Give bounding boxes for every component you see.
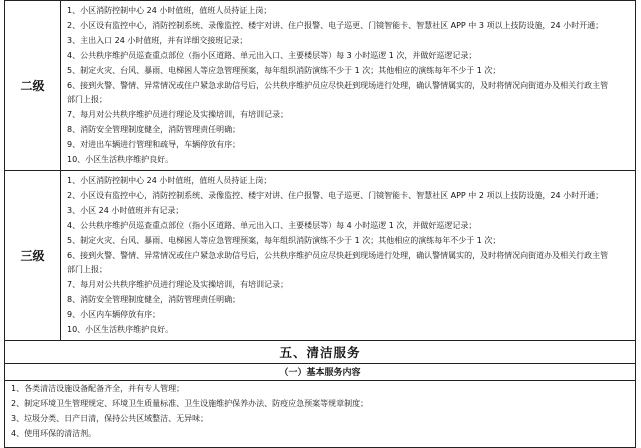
list-item: 4、公共秩序维护员巡查重点部位（指小区道路、单元出入口、主要楼层等）每 4 小时巡逻 1 次，并做好巡逻记录； [67,220,477,230]
list-item: 7、每月对公共秩序维护员进行理论及实操培训，有培训记录； [67,110,289,120]
list-item: 3、小区 24 小时值班并有记录； [67,205,184,215]
list-item: 4、公共秩序维护员巡查重点部位（指小区道路、单元出入口、主要楼层等）每 3 小时巡逻 1 次，并做好巡逻记录； [67,50,477,60]
list-item: 4、使用环保的清洁剂。 [11,428,97,438]
level-label: 三级 [5,170,61,340]
level3-row [5,170,636,340]
list-item: 3、主出入口 24 小时值班，并有详细交接班记录； [67,35,248,45]
list-item: 5、制定火灾、台风、暴雨、电梯困人等应急管理预案，每年组织消防演练不少于 1 次；其他相应的演练每年不少于 1 次； [67,65,501,75]
list-item: 10、小区生活秩序维护良好。 [67,155,174,165]
list-item: 9、对进出车辆进行管理和疏导，车辆停放有序； [67,140,241,150]
section-title: 五、清洁服务 [5,340,636,363]
section-title-row [5,340,636,363]
level-label: 二级 [5,1,61,171]
list-item: 9、小区内车辆停放有序； [67,310,161,320]
list-item: 2、小区设有监控中心，消防控制系统、录像监控、楼宇对讲、住户报警、电子巡更、门镜智能卡、智慧社区 APP 中 2 项以上技防设施，24 小时开通； [67,190,604,200]
list-item: 3、垃圾分类、日产日清，保持公共区域整洁、无异味； [11,413,209,423]
list-item: 1、小区消防控制中心 24 小时值班，值班人员持证上岗； [67,6,272,15]
level3-content [61,170,636,340]
list-item: 10、小区生活秩序维护良好。 [67,325,174,335]
subsection-title-row [5,363,636,380]
list-item: 5、制定火灾、台风、暴雨、电梯困人等应急管理预案，每年组织消防演练不少于 1 次；其他相应的演练每年不少于 1 次； [67,235,501,245]
list-item: 8、消防安全管理制度健全，消防管理责任明确； [67,125,241,135]
list-item: 6、接到火警、警情、异常情况或住户紧急求助信号后，公共秩序维护员应尽快赶到现场进行处理，确认警情属实的，及时将情况向街道办及相关行政主管部门上报； [67,80,609,105]
list-item: 1、小区消防控制中心 24 小时值班，值班人员持证上岗； [67,175,272,185]
subsection-title: （一）基本服务内容 [5,363,636,380]
level2-content [61,1,636,171]
section5-content [5,380,636,447]
service-standard-table [4,0,636,448]
list-item: 1、各类清洁设施设备配备齐全，并有专人管理； [11,383,185,393]
list-item: 8、消防安全管理制度健全，消防管理责任明确； [67,295,241,305]
list-item: 6、接到火警、警情、异常情况或住户紧急求助信号后，公共秩序维护员应尽快赶到现场进行处理，确认警情属实的，及时将情况向街道办及相关行政主管部门上报； [67,250,609,275]
list-item: 2、小区设有监控中心，消防控制系统、录像监控、楼宇对讲、住户报警、电子巡更、门镜智能卡、智慧社区 APP 中 3 项以上技防设施，24 小时开通； [67,20,604,30]
level2-row [5,1,636,171]
section5-content-row [5,380,636,447]
list-item: 7、每月对公共秩序维护员进行理论及实操培训，有培训记录； [67,280,289,290]
list-item: 2、制定环境卫生管理规定、环境卫生质量标准、卫生设施维护保养办法、防疫应急预案等规章制度； [11,398,369,408]
